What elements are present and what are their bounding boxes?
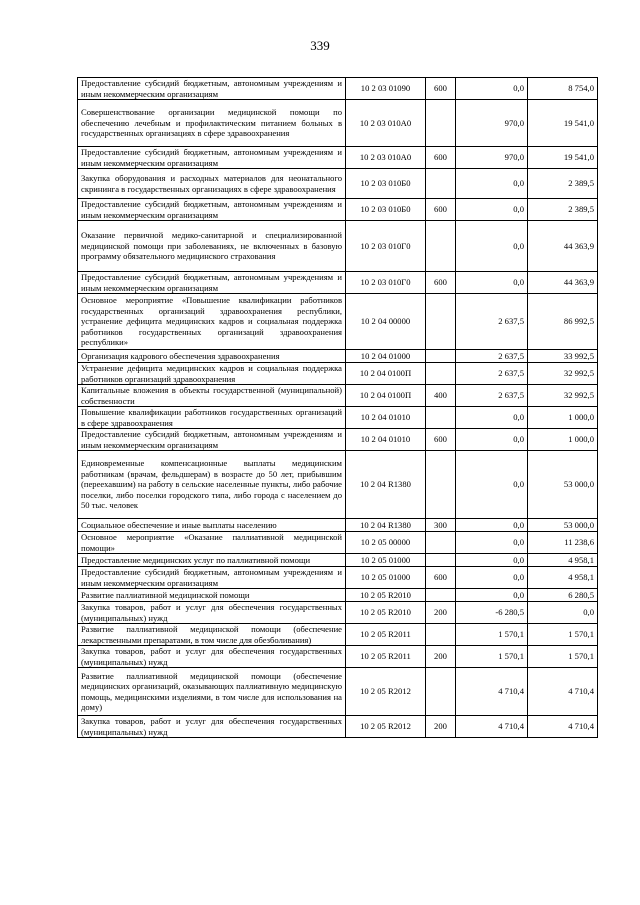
row-amount-change-cell: 1 570,1: [456, 624, 528, 646]
row-kvr-cell: 600: [426, 272, 456, 294]
row-amount-change-cell: 4 710,4: [456, 668, 528, 716]
row-amount-total-cell: 11 238,6: [528, 532, 598, 554]
row-code-cell: 10 2 05 R2011: [346, 646, 426, 668]
row-code-cell: 10 2 04 0100П: [346, 385, 426, 407]
row-code-cell: 10 2 05 R2012: [346, 668, 426, 716]
row-code-cell: 10 2 03 010Г0: [346, 221, 426, 272]
row-amount-total-cell: 44 363,9: [528, 272, 598, 294]
row-code-cell: 10 2 04 01010: [346, 429, 426, 451]
row-code-cell: 10 2 05 R2010: [346, 602, 426, 624]
table-row: [78, 589, 598, 602]
row-amount-total-cell: 19 541,0: [528, 100, 598, 147]
row-kvr-cell: 300: [426, 519, 456, 532]
row-amount-change-cell: 0,0: [456, 554, 528, 567]
row-amount-change-cell: 0,0: [456, 169, 528, 199]
row-amount-change-cell: 0,0: [456, 451, 528, 519]
row-amount-change-cell: 0,0: [456, 199, 528, 221]
row-kvr-cell: 400: [426, 385, 456, 407]
row-name-cell: Предоставление субсидий бюджетным, автономным учреждениям и иным некоммерческим организациям: [78, 567, 346, 589]
row-kvr-cell: [426, 363, 456, 385]
table-row: [78, 716, 598, 738]
row-name-cell: Основное мероприятие «Оказание паллиативной медицинской помощи»: [78, 532, 346, 554]
row-amount-change-cell: 0,0: [456, 429, 528, 451]
row-code-cell: 10 2 05 01000: [346, 554, 426, 567]
row-amount-total-cell: 2 389,5: [528, 199, 598, 221]
table-row: [78, 451, 598, 519]
row-amount-change-cell: 0,0: [456, 519, 528, 532]
page-number: 339: [310, 38, 330, 53]
row-amount-change-cell: 0,0: [456, 78, 528, 100]
row-amount-total-cell: 4 958,1: [528, 554, 598, 567]
row-amount-total-cell: 33 992,5: [528, 350, 598, 363]
row-amount-change-cell: 0,0: [456, 532, 528, 554]
row-code-cell: 10 2 04 0100П: [346, 363, 426, 385]
row-amount-change-cell: 0,0: [456, 221, 528, 272]
row-code-cell: 10 2 04 R1380: [346, 519, 426, 532]
row-amount-total-cell: 4 710,4: [528, 668, 598, 716]
row-name-cell: Устранение дефицита медицинских кадров и социальная поддержка работников организаций здравоохранения: [78, 363, 346, 385]
row-amount-total-cell: 4 710,4: [528, 716, 598, 738]
row-code-cell: 10 2 03 010Б0: [346, 199, 426, 221]
row-amount-change-cell: 0,0: [456, 272, 528, 294]
table-row: [78, 199, 598, 221]
row-amount-change-cell: 1 570,1: [456, 646, 528, 668]
row-amount-total-cell: 19 541,0: [528, 147, 598, 169]
row-name-cell: Развитие паллиативной медицинской помощи (обеспечение лекарственными препаратами, в том числе для обезболивания): [78, 624, 346, 646]
row-name-cell: Предоставление субсидий бюджетным, автономным учреждениям и иным некоммерческим организациям: [78, 78, 346, 100]
row-amount-total-cell: 32 992,5: [528, 385, 598, 407]
row-kvr-cell: [426, 100, 456, 147]
row-amount-change-cell: 2 637,5: [456, 294, 528, 350]
table-row: [78, 646, 598, 668]
table-row: [78, 554, 598, 567]
row-name-cell: Основное мероприятие «Повышение квалификации работников государственных организаций здравоохранения республики, устранение дефицита медицинских кадров и социальная поддержка работников государственных организаций здравоохранения республики»: [78, 294, 346, 350]
row-amount-change-cell: 2 637,5: [456, 363, 528, 385]
table-row: [78, 350, 598, 363]
row-name-cell: Предоставление субсидий бюджетным, автономным учреждениям и иным некоммерческим организациям: [78, 147, 346, 169]
table-row: [78, 385, 598, 407]
row-amount-change-cell: 970,0: [456, 100, 528, 147]
row-code-cell: 10 2 03 010А0: [346, 100, 426, 147]
row-amount-total-cell: 32 992,5: [528, 363, 598, 385]
row-code-cell: 10 2 04 R1380: [346, 451, 426, 519]
row-amount-change-cell: 0,0: [456, 589, 528, 602]
row-kvr-cell: [426, 451, 456, 519]
row-kvr-cell: [426, 350, 456, 363]
row-code-cell: 10 2 05 00000: [346, 532, 426, 554]
row-amount-total-cell: 2 389,5: [528, 169, 598, 199]
row-name-cell: Развитие паллиативной медицинской помощи: [78, 589, 346, 602]
budget-table-body: [78, 78, 598, 738]
row-code-cell: 10 2 04 01000: [346, 350, 426, 363]
row-name-cell: Развитие паллиативной медицинской помощи (обеспечение медицинских организаций, оказывающих паллиативную медицинскую помощь, медицинскими изделиями, в том числе для использования на дому): [78, 668, 346, 716]
row-amount-total-cell: 1 000,0: [528, 407, 598, 429]
row-kvr-cell: [426, 221, 456, 272]
row-name-cell: Капитальные вложения в объекты государственной (муниципальной) собственности: [78, 385, 346, 407]
table-row: [78, 294, 598, 350]
row-name-cell: Совершенствование организации медицинской помощи по обеспечению лечебным и профилактическим питанием больных в государственных организациях в сфере здравоохранения: [78, 100, 346, 147]
row-amount-total-cell: 1 570,1: [528, 624, 598, 646]
table-row: [78, 602, 598, 624]
row-name-cell: Предоставление субсидий бюджетным, автономным учреждениям и иным некоммерческим организациям: [78, 272, 346, 294]
row-kvr-cell: 600: [426, 429, 456, 451]
row-amount-total-cell: 53 000,0: [528, 451, 598, 519]
table-row: [78, 624, 598, 646]
row-amount-total-cell: 8 754,0: [528, 78, 598, 100]
row-kvr-cell: 200: [426, 646, 456, 668]
row-name-cell: Оказание первичной медико-санитарной и специализированной медицинской помощи при заболеваниях, не включенных в базовую программу обязательного медицинского страхования: [78, 221, 346, 272]
table-row: [78, 147, 598, 169]
row-name-cell: Организация кадрового обеспечения здравоохранения: [78, 350, 346, 363]
row-name-cell: Закупка товаров, работ и услуг для обеспечения государственных (муниципальных) нужд: [78, 716, 346, 738]
row-amount-change-cell: 2 637,5: [456, 385, 528, 407]
row-amount-total-cell: 0,0: [528, 602, 598, 624]
row-kvr-cell: [426, 294, 456, 350]
table-row: [78, 532, 598, 554]
row-kvr-cell: 200: [426, 602, 456, 624]
row-code-cell: 10 2 05 R2011: [346, 624, 426, 646]
row-amount-total-cell: 1 000,0: [528, 429, 598, 451]
row-name-cell: Предоставление субсидий бюджетным, автономным учреждениям и иным некоммерческим организациям: [78, 199, 346, 221]
table-row: [78, 429, 598, 451]
row-amount-change-cell: 0,0: [456, 567, 528, 589]
row-kvr-cell: [426, 589, 456, 602]
row-kvr-cell: 600: [426, 567, 456, 589]
row-amount-total-cell: 1 570,1: [528, 646, 598, 668]
row-code-cell: 10 2 03 010Б0: [346, 169, 426, 199]
table-row: [78, 363, 598, 385]
row-kvr-cell: [426, 169, 456, 199]
row-name-cell: Социальное обеспечение и иные выплаты населению: [78, 519, 346, 532]
row-amount-change-cell: 0,0: [456, 407, 528, 429]
row-code-cell: 10 2 05 R2012: [346, 716, 426, 738]
row-amount-total-cell: 44 363,9: [528, 221, 598, 272]
row-code-cell: 10 2 05 01000: [346, 567, 426, 589]
table-row: [78, 519, 598, 532]
row-code-cell: 10 2 03 010Г0: [346, 272, 426, 294]
row-name-cell: Единовременные компенсационные выплаты медицинским работникам (врачам, фельдшерам) в возрасте до 50 лет, прибывшим (переехавшим) на работу в сельские населенные пункты, либо рабочие поселки, либо поселки городского типа, либо города с населением до 50 тыс. человек: [78, 451, 346, 519]
table-row: [78, 78, 598, 100]
table-row: [78, 668, 598, 716]
row-kvr-cell: [426, 532, 456, 554]
row-kvr-cell: 200: [426, 716, 456, 738]
row-name-cell: Закупка оборудования и расходных материалов для неонатального скрининга в государственных организациях в сфере здравоохранения: [78, 169, 346, 199]
row-code-cell: 10 2 03 010А0: [346, 147, 426, 169]
row-amount-total-cell: 6 280,5: [528, 589, 598, 602]
row-kvr-cell: [426, 668, 456, 716]
row-code-cell: 10 2 03 01090: [346, 78, 426, 100]
row-amount-change-cell: 2 637,5: [456, 350, 528, 363]
row-kvr-cell: [426, 554, 456, 567]
row-code-cell: 10 2 05 R2010: [346, 589, 426, 602]
budget-table: [77, 77, 598, 738]
row-amount-total-cell: 53 000,0: [528, 519, 598, 532]
row-amount-change-cell: 4 710,4: [456, 716, 528, 738]
row-kvr-cell: [426, 624, 456, 646]
row-name-cell: Закупка товаров, работ и услуг для обеспечения государственных (муниципальных) нужд: [78, 646, 346, 668]
table-row: [78, 221, 598, 272]
table-row: [78, 169, 598, 199]
row-amount-change-cell: -6 280,5: [456, 602, 528, 624]
row-kvr-cell: 600: [426, 147, 456, 169]
row-code-cell: 10 2 04 01010: [346, 407, 426, 429]
row-kvr-cell: 600: [426, 78, 456, 100]
row-amount-change-cell: 970,0: [456, 147, 528, 169]
row-name-cell: Предоставление субсидий бюджетным, автономным учреждениям и иным некоммерческим организациям: [78, 429, 346, 451]
row-code-cell: 10 2 04 00000: [346, 294, 426, 350]
table-row: [78, 100, 598, 147]
row-amount-total-cell: 86 992,5: [528, 294, 598, 350]
row-name-cell: Закупка товаров, работ и услуг для обеспечения государственных (муниципальных) нужд: [78, 602, 346, 624]
row-name-cell: Повышение квалификации работников государственных организаций в сфере здравоохранения: [78, 407, 346, 429]
table-row: [78, 567, 598, 589]
row-kvr-cell: [426, 407, 456, 429]
row-amount-total-cell: 4 958,1: [528, 567, 598, 589]
table-row: [78, 407, 598, 429]
table-row: [78, 272, 598, 294]
row-kvr-cell: 600: [426, 199, 456, 221]
row-name-cell: Предоставление медицинских услуг по паллиативной помощи: [78, 554, 346, 567]
